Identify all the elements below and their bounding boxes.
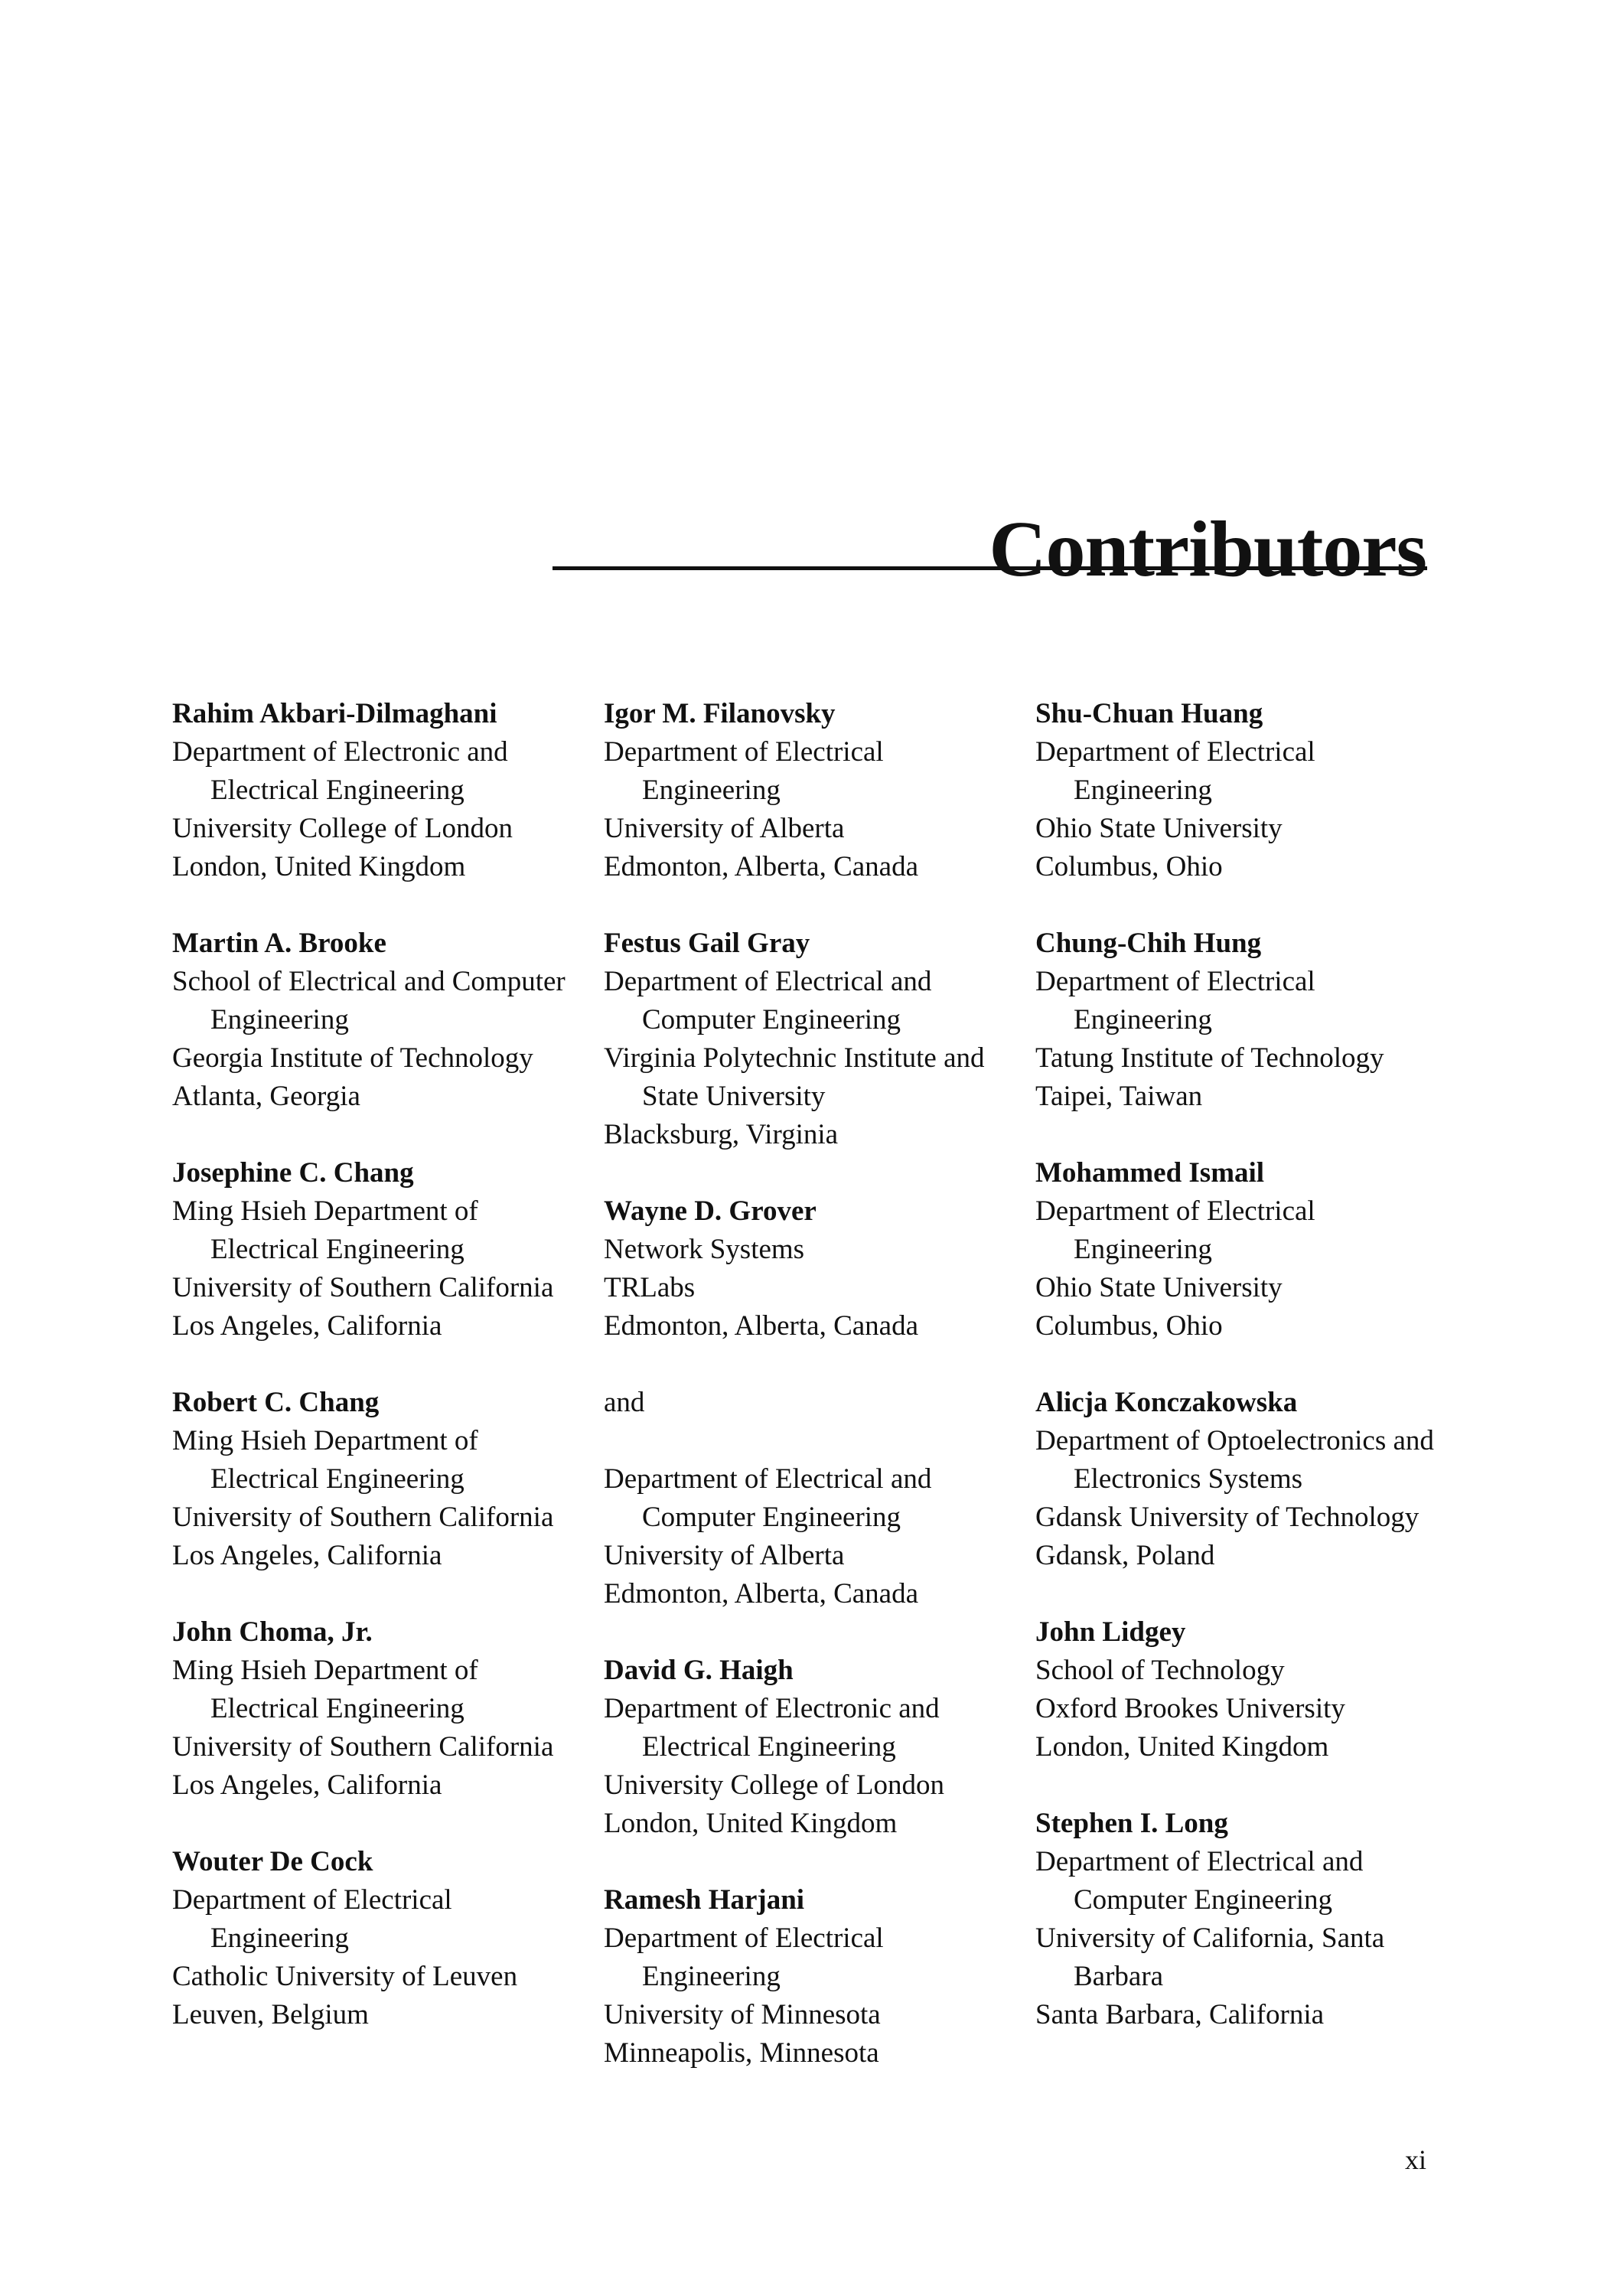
contributor-affiliation-line: Atlanta, Georgia xyxy=(172,1081,360,1112)
contributor-affiliation-line: Department of Electrical Engineering xyxy=(172,1884,452,1954)
title-rule xyxy=(553,566,1427,570)
contributor-affiliation-line: Department of Electrical Engineering xyxy=(1035,736,1315,806)
contributor-affiliation-line: School of Technology xyxy=(1035,1655,1285,1686)
contributor-affiliation-line: School of Electrical and Computer Engineering xyxy=(172,966,566,1035)
contributor-entry xyxy=(604,695,1021,886)
contributor-name: Wouter De Cock xyxy=(172,1846,373,1877)
contributor-name: Rahim Akbari-Dilmaghani xyxy=(172,698,497,729)
contributors-column-2 xyxy=(604,695,1021,2111)
contributor-affiliation-line: Ming Hsieh Department of Electrical Engineering xyxy=(172,1425,478,1495)
contributor-affiliation-line: Department of Electrical and Computer Engineering xyxy=(604,966,932,1035)
contributor-affiliation-line: Department of Electrical Engineering xyxy=(604,1923,884,1992)
contributor-affiliation-line: Department of Electrical Engineering xyxy=(604,736,884,806)
contributor-name: Martin A. Brooke xyxy=(172,928,386,959)
contributor-affiliation-line: Catholic University of Leuven xyxy=(172,1961,518,1992)
contributor-affiliation-line: Los Angeles, California xyxy=(172,1769,442,1801)
contributor-affiliation-line: London, United Kingdom xyxy=(172,851,466,882)
contributor-affiliation-line: Oxford Brookes University xyxy=(1035,1693,1345,1724)
contributor-entry xyxy=(172,1613,589,1805)
contributor-affiliation-line: Gdansk, Poland xyxy=(1035,1540,1215,1571)
contributor-affiliation-line: University of Southern California xyxy=(172,1272,554,1303)
contributor-entry xyxy=(172,1384,589,1575)
contributor-name: Robert C. Chang xyxy=(172,1387,380,1418)
contributor-entry xyxy=(604,1192,1021,1345)
contributor-affiliation-line: University of Southern California xyxy=(172,1731,554,1763)
contributor-affiliation-line: University of Alberta xyxy=(604,1540,845,1571)
contributor-affiliation-line: Department of Electrical and Computer Engineering xyxy=(1035,1846,1364,1916)
contributor-affiliation-line: Network Systems xyxy=(604,1234,805,1265)
contributor-affiliation-line: Department of Electronic and Electrical Engineering xyxy=(172,736,508,806)
contributor-affiliation-line: Ohio State University xyxy=(1035,813,1283,844)
contributor-affiliation-line: University of California, Santa Barbara xyxy=(1035,1923,1385,1992)
contributor-affiliation-line: University of Southern California xyxy=(172,1502,554,1533)
contributor-name: Shu-Chuan Huang xyxy=(1035,698,1263,729)
contributor-affiliation-line: Department of Electrical Engineering xyxy=(1035,966,1315,1035)
contributor-affiliation-line: Los Angeles, California xyxy=(172,1310,442,1342)
contributors-column-3 xyxy=(1035,695,1452,2073)
page-number: xi xyxy=(1404,2144,1426,2175)
contributor-affiliation-line: University of Alberta xyxy=(604,813,845,844)
contributor-entry xyxy=(604,1652,1021,1843)
contributor-affiliation-line: Georgia Institute of Technology xyxy=(172,1042,533,1074)
contributor-affiliation-line: Minneapolis, Minnesota xyxy=(604,2037,879,2069)
contributor-name: Festus Gail Gray xyxy=(604,928,810,959)
contributor-affiliation-line: Tatung Institute of Technology xyxy=(1035,1042,1384,1074)
contributor-affiliation-line: Department of Electrical and Computer Engineering xyxy=(604,1463,932,1533)
contributor-affiliation-line: Taipei, Taiwan xyxy=(1035,1081,1203,1112)
contributor-affiliation-line: Virginia Polytechnic Institute and State University xyxy=(604,1042,985,1112)
contributor-affiliation-line: Columbus, Ohio xyxy=(1035,1310,1223,1342)
contributor-entry xyxy=(172,925,589,1116)
contributor-entry xyxy=(1035,1154,1452,1345)
contributor-affiliation-line: University College of London xyxy=(172,813,513,844)
contributor-name: Ramesh Harjani xyxy=(604,1884,805,1916)
contributor-affiliation-line: London, United Kingdom xyxy=(1035,1731,1329,1763)
contributor-affiliation-line: University of Minnesota xyxy=(604,1999,881,2030)
contributor-affiliation-line: Department of Optoelectronics and Electronics Systems xyxy=(1035,1425,1434,1495)
contributor-affiliation-line: London, United Kingdom xyxy=(604,1808,898,1839)
contributor-name: David G. Haigh xyxy=(604,1655,794,1686)
contributor-name: John Lidgey xyxy=(1035,1616,1186,1648)
contributor-name: Josephine C. Chang xyxy=(172,1157,414,1189)
contributor-entry xyxy=(1035,925,1452,1116)
contributor-entry xyxy=(1035,1384,1452,1575)
contributor-name: Stephen I. Long xyxy=(1035,1808,1228,1839)
contributor-entry xyxy=(604,925,1021,1154)
contributor-affiliation-line: Blacksburg, Virginia xyxy=(604,1119,839,1150)
contributor-affiliation-line: Ming Hsieh Department of Electrical Engineering xyxy=(172,1655,478,1724)
contributor-entry xyxy=(1035,1613,1452,1766)
contributor-name: Igor M. Filanovsky xyxy=(604,698,836,729)
contributor-affiliation-line: Edmonton, Alberta, Canada xyxy=(604,1310,919,1342)
contributor-entry xyxy=(172,1154,589,1345)
contributor-affiliation-line: Ming Hsieh Department of Electrical Engineering xyxy=(172,1195,478,1265)
contributor-affiliation-line: Department of Electronic and Electrical Engineering xyxy=(604,1693,940,1763)
contributor-name: John Choma, Jr. xyxy=(172,1616,373,1648)
contributor-name: Chung-Chih Hung xyxy=(1035,928,1262,959)
contributor-name: Wayne D. Grover xyxy=(604,1195,817,1227)
contributor-entry xyxy=(604,1881,1021,2073)
contributor-affiliation-line: TRLabs xyxy=(604,1272,696,1303)
contributor-affiliation-line: University College of London xyxy=(604,1769,944,1801)
contributor-affiliation-line: Santa Barbara, California xyxy=(1035,1999,1325,2030)
contributor-entry xyxy=(604,1460,1021,1613)
contributor-affiliation-line: and xyxy=(604,1387,645,1418)
contributor-entry xyxy=(172,695,589,886)
contributor-affiliation-line: Los Angeles, California xyxy=(172,1540,442,1571)
contributor-affiliation-line: Edmonton, Alberta, Canada xyxy=(604,851,919,882)
contributor-affiliation-line: Edmonton, Alberta, Canada xyxy=(604,1578,919,1609)
contributor-affiliation-line: Gdansk University of Technology xyxy=(1035,1502,1420,1533)
contributor-entry xyxy=(604,1384,1021,1422)
contributor-name: Mohammed Ismail xyxy=(1035,1157,1265,1189)
contributor-name: Alicja Konczakowska xyxy=(1035,1387,1298,1418)
contributors-column-1 xyxy=(172,695,589,2073)
page-title: Contributors xyxy=(989,504,1426,593)
contributor-affiliation-line: Columbus, Ohio xyxy=(1035,851,1223,882)
contributor-affiliation-line: Leuven, Belgium xyxy=(172,1999,369,2030)
contributor-entry xyxy=(1035,1805,1452,2034)
contributor-affiliation-line: Ohio State University xyxy=(1035,1272,1283,1303)
contributor-affiliation-line: Department of Electrical Engineering xyxy=(1035,1195,1315,1265)
contributor-entry xyxy=(1035,695,1452,886)
contributor-entry xyxy=(172,1843,589,2034)
